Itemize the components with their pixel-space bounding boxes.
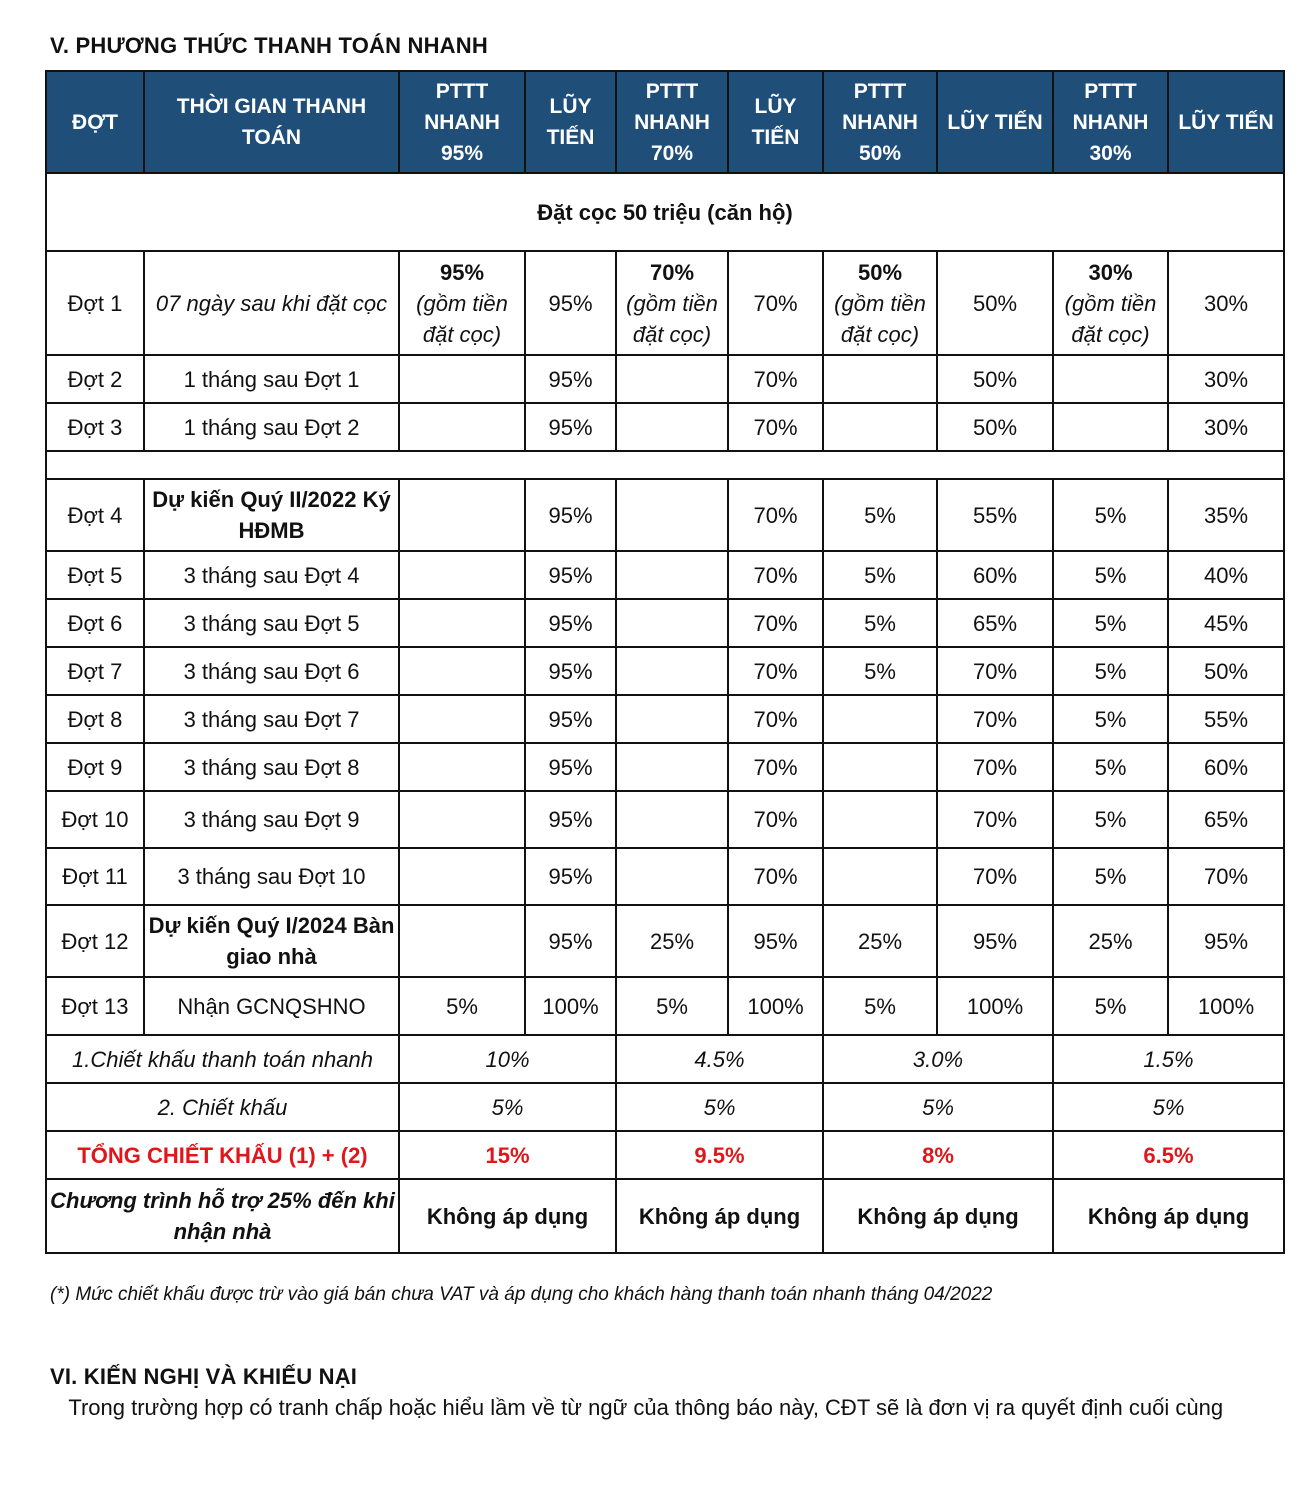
header-dot: ĐỢT (46, 71, 144, 173)
cell-luytien: 50% (1168, 647, 1284, 695)
cell-dot: Đợt 8 (46, 695, 144, 743)
cell-pttt (823, 403, 937, 451)
cell-pttt: 5% (1053, 848, 1168, 905)
cell-luytien: 70% (728, 551, 823, 599)
cell-value: 30% (1088, 259, 1133, 285)
cell-time: 07 ngày sau khi đặt cọc (144, 251, 399, 355)
header-pttt95: PTTT NHANH 95% (399, 71, 525, 173)
cell-luytien: 45% (1168, 599, 1284, 647)
discount1-value: 1.5% (1053, 1035, 1284, 1083)
cell-dot: Đợt 10 (46, 791, 144, 848)
cell-luytien: 70% (728, 355, 823, 403)
cell-luytien: 60% (1168, 743, 1284, 791)
paragraph (50, 1393, 1265, 1423)
header-luytien: LŨY TIẾN (728, 71, 823, 173)
cell-dot: Đợt 4 (46, 479, 144, 551)
cell-luytien: 70% (728, 251, 823, 355)
cell-pttt: 5% (616, 977, 728, 1035)
cell-luytien: 95% (525, 695, 616, 743)
cell-luytien: 70% (937, 695, 1053, 743)
cell-pttt (399, 905, 525, 977)
header-pttt30: PTTT NHANH 30% (1053, 71, 1168, 173)
cell-pttt (1053, 251, 1168, 355)
total-discount-value: 9.5% (616, 1131, 823, 1179)
support-row (46, 1179, 1284, 1253)
cell-pttt (399, 848, 525, 905)
cell-pttt: 5% (1053, 977, 1168, 1035)
table-row (46, 403, 1284, 451)
cell-pttt (399, 791, 525, 848)
cell-time: 1 tháng sau Đợt 1 (144, 355, 399, 403)
cell-note: (gồm tiền đặt cọc) (416, 290, 508, 347)
cell-luytien: 95% (525, 848, 616, 905)
deposit-row (46, 173, 1284, 251)
cell-luytien: 95% (728, 905, 823, 977)
cell-luytien: 95% (525, 251, 616, 355)
cell-note: (gồm tiền đặt cọc) (626, 290, 718, 347)
cell-luytien: 70% (937, 848, 1053, 905)
cell-luytien: 70% (728, 599, 823, 647)
cell-time: 3 tháng sau Đợt 9 (144, 791, 399, 848)
cell-luytien: 50% (937, 251, 1053, 355)
cell-dot: Đợt 11 (46, 848, 144, 905)
cell-pttt: 5% (1053, 479, 1168, 551)
spacer-cell (46, 451, 1284, 479)
cell-luytien: 70% (728, 479, 823, 551)
cell-value: 95% (439, 259, 485, 285)
cell-luytien: 65% (937, 599, 1053, 647)
discount2-value: 5% (616, 1083, 823, 1131)
cell-pttt (399, 251, 525, 355)
discount2-label: 2. Chiết khấu (46, 1083, 399, 1131)
cell-pttt (823, 251, 937, 355)
cell-dot: Đợt 6 (46, 599, 144, 647)
cell-pttt: 5% (1053, 599, 1168, 647)
table-header-row (46, 71, 1284, 173)
cell-pttt (399, 403, 525, 451)
cell-dot: Đợt 1 (46, 251, 144, 355)
header-luytien: LŨY TIẾN (1168, 71, 1284, 173)
support-label: Chương trình hỗ trợ 25% đến khi nhận nhà (46, 1179, 399, 1253)
cell-pttt (399, 743, 525, 791)
discount2-row (46, 1083, 1284, 1131)
header-luytien: LŨY TIẾN (937, 71, 1053, 173)
discount2-value: 5% (823, 1083, 1053, 1131)
cell-luytien: 95% (937, 905, 1053, 977)
total-discount-value: 8% (823, 1131, 1053, 1179)
cell-pttt (823, 848, 937, 905)
support-value: Không áp dụng (823, 1179, 1053, 1253)
cell-pttt: 5% (1053, 743, 1168, 791)
discount1-label: 1.Chiết khấu thanh toán nhanh (46, 1035, 399, 1083)
discount2-value: 5% (399, 1083, 616, 1131)
cell-luytien: 95% (525, 647, 616, 695)
total-discount-label: TỔNG CHIẾT KHẤU (1) + (2) (46, 1131, 399, 1179)
cell-note: (gồm tiền đặt cọc) (1064, 290, 1157, 347)
discount1-value: 10% (399, 1035, 616, 1083)
cell-dot: Đợt 5 (46, 551, 144, 599)
discount1-value: 3.0% (823, 1035, 1053, 1083)
cell-luytien: 55% (937, 479, 1053, 551)
cell-note: (gồm tiền đặt cọc) (834, 290, 926, 347)
cell-pttt: 25% (616, 905, 728, 977)
cell-luytien: 95% (525, 479, 616, 551)
cell-luytien: 70% (728, 403, 823, 451)
cell-pttt (399, 647, 525, 695)
cell-luytien: 30% (1168, 355, 1284, 403)
cell-pttt (616, 695, 728, 743)
cell-dot: Đợt 12 (46, 905, 144, 977)
header-time: THỜI GIAN THANH TOÁN (144, 71, 399, 173)
table-row (46, 647, 1284, 695)
cell-pttt (616, 848, 728, 905)
deposit-cell: Đặt cọc 50 triệu (căn hộ) (46, 173, 1284, 251)
table-row (46, 551, 1284, 599)
cell-pttt (399, 479, 525, 551)
cell-luytien: 95% (525, 905, 616, 977)
spacer-row (46, 451, 1284, 479)
table-row (46, 251, 1284, 355)
table-row (46, 977, 1284, 1035)
cell-luytien: 95% (525, 403, 616, 451)
cell-pttt (616, 479, 728, 551)
cell-pttt (1053, 403, 1168, 451)
cell-luytien: 65% (1168, 791, 1284, 848)
table-row (46, 743, 1284, 791)
table-row (46, 848, 1284, 905)
cell-dot: Đợt 3 (46, 403, 144, 451)
cell-pttt (616, 355, 728, 403)
cell-pttt: 5% (399, 977, 525, 1035)
cell-luytien: 40% (1168, 551, 1284, 599)
cell-pttt: 5% (823, 551, 937, 599)
total-discount-value: 15% (399, 1131, 616, 1179)
cell-luytien: 70% (937, 791, 1053, 848)
support-value: Không áp dụng (399, 1179, 616, 1253)
cell-dot: Đợt 2 (46, 355, 144, 403)
cell-pttt (823, 695, 937, 743)
header-luytien: LŨY TIẾN (525, 71, 616, 173)
cell-time: 3 tháng sau Đợt 10 (144, 848, 399, 905)
cell-time: 3 tháng sau Đợt 4 (144, 551, 399, 599)
cell-pttt (823, 355, 937, 403)
cell-luytien: 100% (937, 977, 1053, 1035)
paragraph-text: Trong trường hợp có tranh chấp hoặc hiểu lầm về từ ngữ của thông báo này, CĐT sẽ là đơn vị ra quyết định cuối cùng (68, 1395, 1224, 1420)
table-row (46, 479, 1284, 551)
cell-luytien: 30% (1168, 403, 1284, 451)
cell-value: 70% (649, 259, 695, 285)
cell-pttt (616, 743, 728, 791)
cell-dot: Đợt 7 (46, 647, 144, 695)
discount2-value: 5% (1053, 1083, 1284, 1131)
cell-luytien: 50% (937, 355, 1053, 403)
table-row (46, 695, 1284, 743)
cell-luytien: 35% (1168, 479, 1284, 551)
cell-luytien: 95% (525, 551, 616, 599)
cell-luytien: 50% (937, 403, 1053, 451)
cell-value: 50% (857, 259, 903, 285)
cell-pttt (1053, 355, 1168, 403)
cell-time: Nhận GCNQSHNO (144, 977, 399, 1035)
payment-table (45, 70, 1285, 1254)
cell-luytien: 100% (1168, 977, 1284, 1035)
cell-luytien: 95% (525, 599, 616, 647)
total-discount-row (46, 1131, 1284, 1179)
cell-pttt (399, 599, 525, 647)
cell-pttt (616, 599, 728, 647)
cell-luytien: 70% (728, 848, 823, 905)
cell-pttt (616, 791, 728, 848)
discount1-row (46, 1035, 1284, 1083)
table-row (46, 599, 1284, 647)
cell-pttt (616, 403, 728, 451)
cell-pttt (616, 551, 728, 599)
cell-pttt (616, 647, 728, 695)
cell-pttt (399, 355, 525, 403)
cell-pttt (399, 695, 525, 743)
cell-luytien: 30% (1168, 251, 1284, 355)
cell-time: 3 tháng sau Đợt 8 (144, 743, 399, 791)
header-pttt70: PTTT NHANH 70% (616, 71, 728, 173)
cell-pttt: 5% (823, 647, 937, 695)
cell-luytien: 95% (525, 791, 616, 848)
cell-luytien: 70% (728, 695, 823, 743)
cell-pttt: 5% (1053, 791, 1168, 848)
cell-luytien: 70% (937, 647, 1053, 695)
cell-dot: Đợt 13 (46, 977, 144, 1035)
cell-pttt: 25% (1053, 905, 1168, 977)
cell-pttt: 5% (823, 977, 937, 1035)
table-row (46, 355, 1284, 403)
discount1-value: 4.5% (616, 1035, 823, 1083)
cell-time: Dự kiến Quý I/2024 Bàn giao nhà (144, 905, 399, 977)
cell-luytien: 70% (1168, 848, 1284, 905)
total-discount-value: 6.5% (1053, 1131, 1284, 1179)
cell-dot: Đợt 9 (46, 743, 144, 791)
cell-pttt (823, 791, 937, 848)
table-row (46, 905, 1284, 977)
support-value: Không áp dụng (616, 1179, 823, 1253)
support-value: Không áp dụng (1053, 1179, 1284, 1253)
section-title: VI. KIẾN NGHỊ VÀ KHIẾU NẠI (50, 1364, 358, 1389)
cell-luytien: 95% (1168, 905, 1284, 977)
cell-pttt: 5% (823, 599, 937, 647)
cell-luytien: 70% (728, 743, 823, 791)
cell-time: 3 tháng sau Đợt 6 (144, 647, 399, 695)
cell-pttt (399, 551, 525, 599)
section-title: V. PHƯƠNG THỨC THANH TOÁN NHANH (50, 33, 488, 58)
cell-luytien: 100% (728, 977, 823, 1035)
cell-luytien: 100% (525, 977, 616, 1035)
cell-pttt: 25% (823, 905, 937, 977)
cell-luytien: 60% (937, 551, 1053, 599)
cell-pttt (616, 251, 728, 355)
cell-time: 3 tháng sau Đợt 7 (144, 695, 399, 743)
header-pttt50: PTTT NHANH 50% (823, 71, 937, 173)
table-row (46, 791, 1284, 848)
cell-time: 3 tháng sau Đợt 5 (144, 599, 399, 647)
cell-pttt (823, 743, 937, 791)
cell-pttt: 5% (1053, 647, 1168, 695)
cell-luytien: 70% (728, 647, 823, 695)
cell-pttt: 5% (1053, 551, 1168, 599)
footnote: (*) Mức chiết khấu được trừ vào giá bán chưa VAT và áp dụng cho khách hàng thanh toán nhanh tháng 04/2022 (50, 1284, 993, 1305)
cell-luytien: 70% (728, 791, 823, 848)
cell-luytien: 70% (937, 743, 1053, 791)
cell-pttt: 5% (823, 479, 937, 551)
cell-time: Dự kiến Quý II/2022 Ký HĐMB (144, 479, 399, 551)
cell-pttt: 5% (1053, 695, 1168, 743)
cell-luytien: 95% (525, 355, 616, 403)
cell-luytien: 95% (525, 743, 616, 791)
cell-luytien: 55% (1168, 695, 1284, 743)
cell-time: 1 tháng sau Đợt 2 (144, 403, 399, 451)
